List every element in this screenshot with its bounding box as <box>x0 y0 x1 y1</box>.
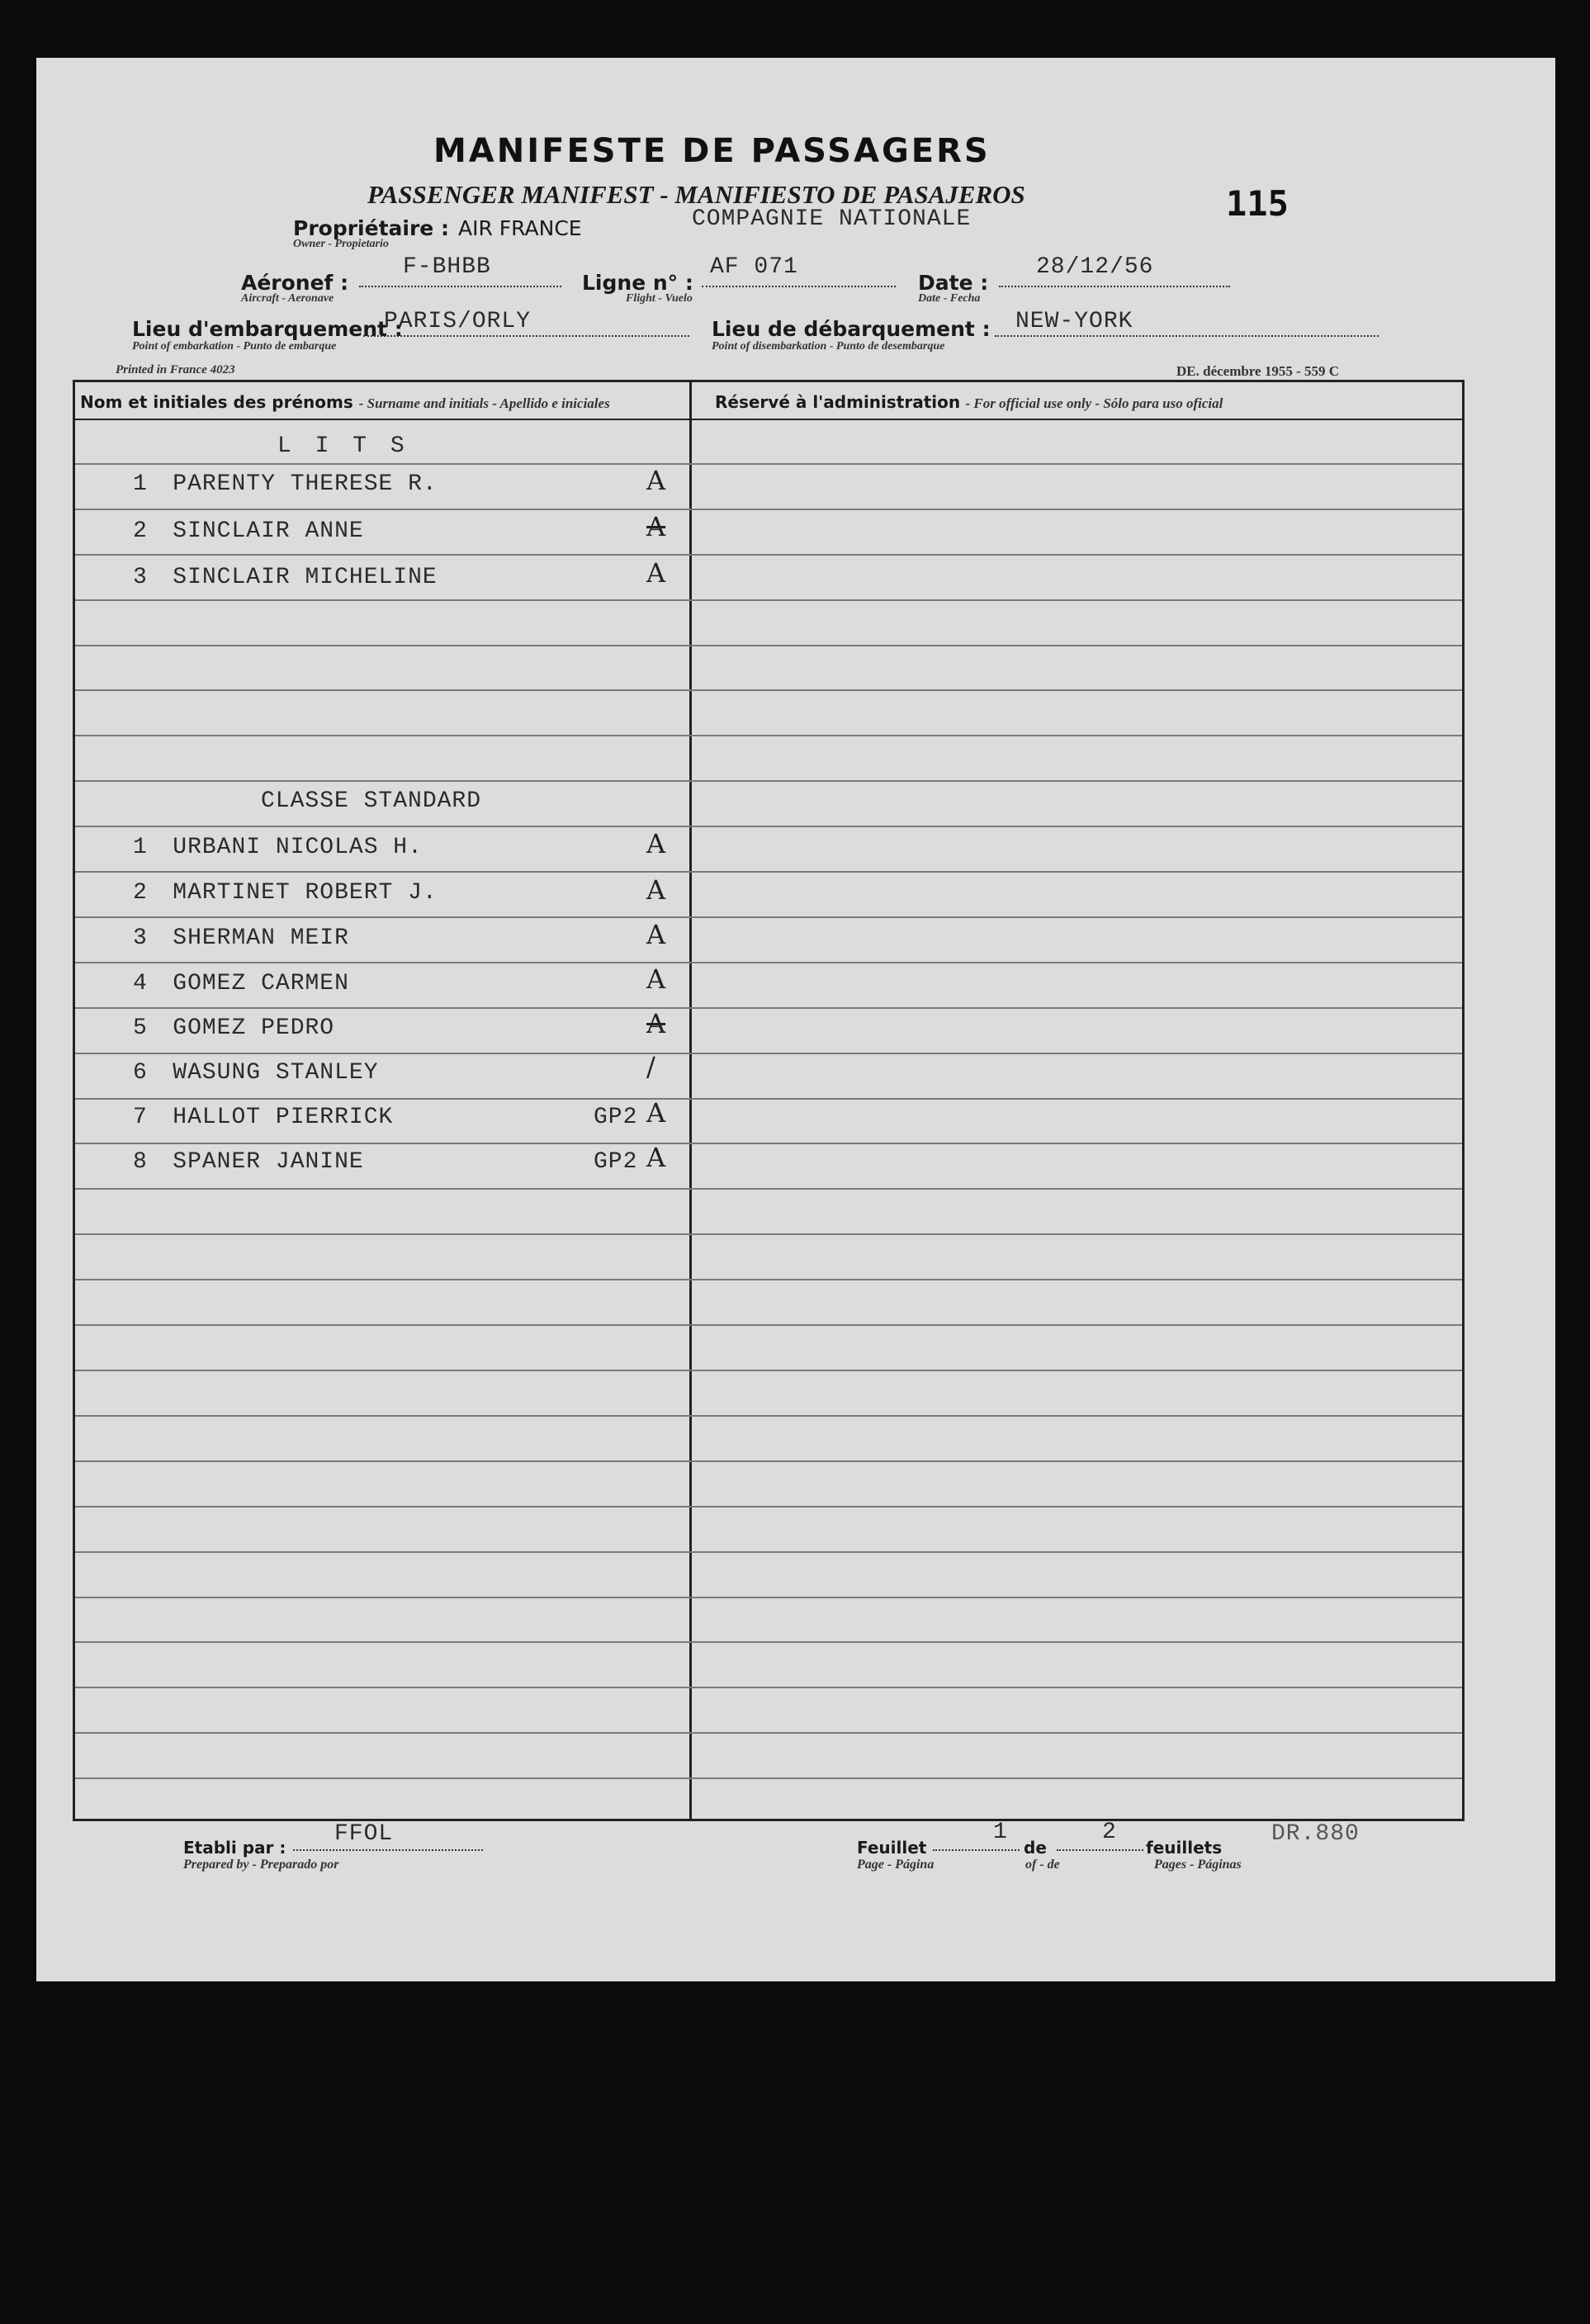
row-rule <box>75 735 1462 736</box>
col2-header-sub: - For official use only - Sólo para uso oficial <box>965 395 1223 411</box>
handwritten-mark: A <box>646 465 666 496</box>
list-item <box>133 835 423 860</box>
handwritten-mark: A <box>646 1008 666 1039</box>
form-ref: DE. décembre 1955 - 559 C <box>1176 363 1340 379</box>
of-label: de <box>1024 1838 1047 1858</box>
row-rule <box>75 1007 1462 1009</box>
aircraft-line <box>359 286 561 287</box>
row-rule <box>75 1597 1462 1598</box>
prepared-sub: Prepared by - Preparado por <box>183 1858 339 1872</box>
embark-label: Lieu d'embarquement : <box>132 317 403 341</box>
aircraft-sub: Aircraft - Aeronave <box>241 292 334 305</box>
col1-header-sub: - Surname and initials - Apellido e iniciales <box>358 395 610 411</box>
row-rule <box>75 1370 1462 1371</box>
col1-header-text: Nom et initiales des prénoms <box>80 392 353 412</box>
row-rule <box>75 1415 1462 1417</box>
passenger-name: SINCLAIR MICHELINE <box>173 565 438 590</box>
page-number: 115 <box>1226 183 1289 224</box>
handwritten-mark: A <box>646 1142 666 1173</box>
row-rule <box>75 554 1462 556</box>
owner-sub: Owner - Propietario <box>293 238 389 250</box>
col2-header <box>715 392 1223 412</box>
row-number: 2 <box>133 880 148 906</box>
row-number: 4 <box>133 971 148 996</box>
sheet-value: 1 <box>993 1820 1008 1845</box>
row-rule <box>75 1188 1462 1190</box>
row-rule <box>75 916 1462 918</box>
row-number: 5 <box>133 1015 148 1041</box>
printed-in: Printed in France 4023 <box>116 363 235 376</box>
list-item <box>133 1105 393 1130</box>
prepared-label: Etabli par : <box>183 1838 286 1858</box>
owner-typed: COMPAGNIE NATIONALE <box>692 206 972 232</box>
row-rule <box>75 463 1462 465</box>
list-item <box>133 1149 364 1175</box>
row-rule <box>75 1460 1462 1462</box>
handwritten-mark: A <box>646 963 666 995</box>
embark-sub: Point of embarkation - Punto de embarque <box>132 340 337 353</box>
form-subtitle: PASSENGER MANIFEST - MANIFIESTO DE PASAJEROS <box>367 180 1025 209</box>
section-standard: CLASSE STANDARD <box>261 788 482 814</box>
list-item <box>133 518 364 544</box>
row-rule <box>75 1324 1462 1326</box>
passenger-name: SPANER JANINE <box>173 1149 364 1175</box>
embark-value: PARIS/ORLY <box>384 309 532 334</box>
passenger-name: GOMEZ PEDRO <box>173 1015 335 1041</box>
list-item <box>133 565 438 590</box>
passenger-name: GOMEZ CARMEN <box>173 971 349 996</box>
disembark-line <box>995 335 1379 337</box>
list-item <box>133 1060 379 1086</box>
disembark-label: Lieu de débarquement : <box>712 317 991 341</box>
handwritten-mark: / <box>646 1051 655 1082</box>
row-number: 2 <box>133 518 148 544</box>
row-number: 7 <box>133 1105 148 1130</box>
aircraft-label: Aéronef : <box>241 271 349 295</box>
col2-header-text: Réservé à l'administration <box>715 392 961 412</box>
owner-printed: AIR FRANCE <box>458 216 582 240</box>
row-number: 6 <box>133 1060 148 1086</box>
row-rule <box>75 1551 1462 1553</box>
row-rule <box>75 871 1462 873</box>
row-rule <box>75 1279 1462 1280</box>
list-item <box>133 925 349 951</box>
flight-value: AF 071 <box>710 254 798 280</box>
handwritten-mark: A <box>646 919 666 950</box>
aircraft-value: F-BHBB <box>403 254 491 280</box>
row-rule <box>75 1143 1462 1144</box>
disembark-value: NEW-YORK <box>1015 309 1133 334</box>
row-rule <box>75 689 1462 691</box>
handwritten-mark: A <box>646 557 666 589</box>
row-rule <box>75 599 1462 601</box>
passenger-name: HALLOT PIERRICK <box>173 1105 394 1130</box>
list-item <box>133 471 438 497</box>
embark-line <box>363 335 689 337</box>
row-rule <box>75 962 1462 963</box>
disembark-sub: Point of disembarkation - Punto de desembarque <box>712 340 945 353</box>
passenger-name: PARENTY THERESE R. <box>173 471 438 497</box>
row-rule <box>75 826 1462 827</box>
passenger-name: WASUNG STANLEY <box>173 1060 379 1086</box>
date-label: Date : <box>918 271 989 295</box>
row-rule <box>75 509 1462 510</box>
flight-sub: Flight - Vuelo <box>626 292 693 305</box>
row-number: 3 <box>133 565 148 590</box>
group-code: GP2 <box>594 1149 638 1175</box>
passenger-name: URBANI NICOLAS H. <box>173 835 423 860</box>
row-number: 8 <box>133 1149 148 1175</box>
sheets-sub: Pages - Páginas <box>1154 1858 1242 1872</box>
of-sub: of - de <box>1025 1858 1060 1872</box>
row-rule <box>75 780 1462 782</box>
row-rule <box>75 1233 1462 1235</box>
sheets-label: feuillets <box>1146 1838 1223 1858</box>
row-rule <box>75 1506 1462 1508</box>
prepared-line <box>293 1849 483 1851</box>
list-item <box>133 1015 334 1041</box>
flight-line <box>702 286 896 287</box>
sheet-line <box>933 1849 1020 1851</box>
prepared-value: FFOL <box>334 1821 394 1847</box>
list-item <box>133 880 438 906</box>
row-rule <box>75 1641 1462 1643</box>
of-line <box>1057 1849 1143 1851</box>
date-line <box>999 286 1230 287</box>
group-code: GP2 <box>594 1105 638 1130</box>
passenger-name: SHERMAN MEIR <box>173 925 349 951</box>
date-sub: Date - Fecha <box>918 292 981 305</box>
row-rule <box>75 1777 1462 1779</box>
row-rule <box>75 1053 1462 1054</box>
row-rule <box>75 1732 1462 1734</box>
row-number: 3 <box>133 925 148 951</box>
owner-label: Propriétaire : <box>293 216 449 240</box>
sheet-label: Feuillet <box>857 1838 927 1858</box>
handwritten-mark: A <box>646 828 666 859</box>
handwritten-mark: A <box>646 511 666 542</box>
col1-header <box>80 392 610 412</box>
column-divider <box>689 382 692 1819</box>
handwritten-mark: A <box>646 1097 666 1129</box>
row-number: 1 <box>133 835 148 860</box>
sheet-sub: Page - Página <box>857 1858 935 1872</box>
handwritten-mark: A <box>646 874 666 906</box>
flight-label: Ligne n° : <box>582 271 693 295</box>
passenger-name: MARTINET ROBERT J. <box>173 880 438 906</box>
doc-ref: DR.880 <box>1271 1821 1360 1847</box>
passenger-name: SINCLAIR ANNE <box>173 518 364 544</box>
date-value: 28/12/56 <box>1036 254 1154 280</box>
header-rule <box>75 419 1462 420</box>
row-number: 1 <box>133 471 148 497</box>
row-rule <box>75 1687 1462 1688</box>
form-title: MANIFESTE DE PASSAGERS <box>433 132 991 170</box>
row-rule <box>75 645 1462 646</box>
of-value: 2 <box>1102 1820 1117 1845</box>
section-lits: L I T S <box>277 433 409 459</box>
list-item <box>133 971 349 996</box>
passenger-table <box>73 380 1465 1821</box>
row-rule <box>75 1098 1462 1100</box>
